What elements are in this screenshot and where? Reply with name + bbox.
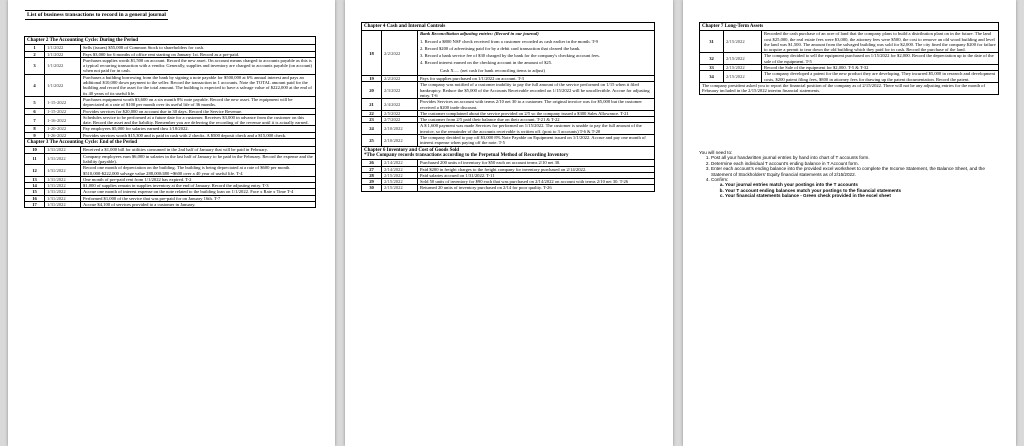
table-row: 13 1/31/2022 One month of pre-paid rent from 1/1/2022 has expired. T-2 bbox=[25, 176, 316, 182]
table-row: 21 2/4/2022 Provides Services on account with terms 2/10 net 30 to a customer. The original invoice was for $5,000 but the customer received a $200 trade discount. bbox=[362, 99, 655, 111]
table-row: 26 2/14/2022 Purchased 200 units of inventory for $50 each on account terms 2/10 net 30. bbox=[362, 160, 655, 166]
table-row: 8 1-20-2022 Pay employees $5,000 for salaries earned thru 1/18/2022. bbox=[25, 126, 316, 132]
table-row: 10 1/31/2022 Received a $1,000 bill for utilities consumed in the 2nd half of January that will be paid in February. bbox=[25, 147, 316, 153]
section-heading: Chapter 4 Cash and Internal Controls bbox=[362, 23, 655, 31]
table-row: 12 1/31/2022 Record one month of depreciation on the building. The building is being depreciated at a rate of $600 per month. $510,000-$222,000 salvage value 288,000/480 =$600 over a 40 year of useful life. T-4 bbox=[25, 165, 316, 177]
instructions-label: You will need to: bbox=[699, 150, 733, 155]
table-row: 14 1/31/2022 $1,000 of supplies remain in supplies inventory at the end of January. Record the adjusting entry. T-3 bbox=[25, 183, 316, 189]
table-row: 1 1/1/2022 Sells (issues) $55,000 of Common Stock to shareholders for cash. bbox=[25, 45, 316, 51]
table-row: 3 1/1/2022 Purchases supplies worth $1,500 on account. Record the new asset. On account means charged to accounts payable as this is a typical recurring transaction with a vendor. Generally, supplies and inventory are charged to accounts payable (on account) when not paid for in cash. bbox=[25, 57, 316, 74]
table-row: 7 1-16-2022 Schedules service to be performed at a future date for a customer. Receives $3,000 in advance from the customer on this date. Record the asset and the liability. Remember you are deferring the recording of the revenue until it is actually earned. bbox=[25, 114, 316, 126]
transactions-table-chapter-7 bbox=[699, 22, 999, 95]
table-row: 18 2/2/2022 Bank Reconciliation adjusting entries: (Record in our journal) 1. Record a $800 NSF check received from a customer recorded as cash earlier in the month. T-9 2. Record $200 of advertising paid for by a debit card transaction that cleared the bank. 3. Record a bank service fee of $30 charged by the bank for the company's checking account fees. 4. Record interest earned on the checking account in the amount of $25. Cash X..... (net cash for bank reconciling items to adjust) bbox=[362, 31, 655, 76]
bank-reconciliation-entries: Bank Reconciliation adjusting entries: (Record in our journal) 1. Record a $800 NSF check received from a customer recorded as cash earlier in the month. T-9 2. Record $200 of advertising paid for by a debit card transaction that cleared the bank. 3. Record a bank service fee of $30 charged by the bank for the company's checking account fees. 4. Record interest earned on the checking account in the amount of $25. Cash X..... (net cash for bank reconciling items to adjust) bbox=[418, 31, 655, 76]
table-row: 20 2/3/2022 The company was notified of a customer inability to pay the full amount of the service performed on 1/15 when it filed bankruptcy. Reduce the $5,000 of the Accounts Receivable recorded on 1/15/2022 will be uncollectible. Accrue for adjusting entry. T-6 bbox=[362, 82, 655, 99]
section-heading: Chapter 3 The Accounting Cycle: End of the Period bbox=[25, 139, 316, 147]
table-row: 4 1/1/2022 Purchases a building borrowing from the bank by signing a note payable for $500,000 at 6% annual interest and pays an additional $10,000 down payment to the seller. Record the transaction in 1 accounts. Note the TOTAL amount paid for the building and record the asset for the total amount. The building is expected to have a salvage value of $222,000 at the end of its 40 years of its useful life. bbox=[25, 74, 316, 96]
table-row: 6 1-15-2022 Provides services for $20,000 on account due in 30 days. Record the Service Revenue. bbox=[25, 108, 316, 114]
table-row: 29 2/15/2022 Sold 50 units of inventory for $90 each that was purchased on 2/14/2022 on account with terms 2/10 net 30. T-26 bbox=[362, 179, 655, 185]
section-heading: Chapter 7 Long-Term Assets bbox=[700, 23, 999, 31]
table-row: 24 2/10/2022 A $ 1,600 payment was made Services for performed on 1/15/2022. The customer is unable to pay the full amount of the invoice, so the remainder of the accounts receivable is written off. (post to 3 accounts) T-6 & T-20 bbox=[362, 123, 655, 135]
table-row: 19 2/2/2022 Pays for supplies purchased on 1/1/2022 on account. T-3 bbox=[362, 76, 655, 82]
table-row: 17 1/31/2022 Accrue $4,100 of services provided to a customer in January. bbox=[25, 202, 316, 208]
intro-note: The company president asked you to report the financial position of the company as of 2/15/2022. There will not be any adjusting entries for the month of February included in the 2/15/2022 interim financial statements. bbox=[700, 82, 999, 94]
document-page-1 bbox=[8, 0, 335, 446]
transactions-table-chapter-2-3 bbox=[24, 36, 316, 208]
list-item: 3. Enter each account's ending balance into the provided excel worksheet to complete the Income Statement, the Balance Sheet, and the Statement of Stockholders' Equity financial statements as of 2/15/2022. bbox=[711, 166, 1001, 177]
section-heading: Chapter 6 Inventory and Cost of Goods Sold *The Company records transactions according to the Perpetual Method of Recording Inventory bbox=[362, 146, 655, 160]
list-item: c. Your financial statements balance - Green check provided in the excel sheet bbox=[725, 193, 1001, 198]
table-row: 22 2/5/2022 The customer complained about the service provided on 2/5 so the company issued a $300 Sales Allowance. T-21 bbox=[362, 110, 655, 116]
table-row: 31 2/15/2022 Recorded the cash purchase of an acre of land that the company plans to build a distribution plant on in the future. The land cost $25,000, the real estate fees were $3,000, the attorney fees were $500, the cost to remove an old wood building and level the land was $1,500. The amount from the salvaged building was sold for $2,000. The city fined the company $200 for failure to acquire a permit to tear down the old building which they paid for in cash. Record the purchase of the land. bbox=[700, 31, 999, 53]
table-row: 2 1/1/2022 Pays $3,000 for 6 months of office rent starting on January 1st. Record as a pre-paid. bbox=[25, 51, 316, 57]
transactions-table-chapter-4-6 bbox=[361, 22, 655, 192]
table-row: 27 2/14/2022 Paid $200 in freight charges to the freight company for inventory purchased on 2/14/2022. bbox=[362, 166, 655, 172]
table-row: 30 2/15/2022 Returned 20 units of inventory purchased on 2/14 for poor quality. T-26 bbox=[362, 185, 655, 191]
list-item: 1. Post all your handwritten journal entries by hand into chart of T accounts form. bbox=[711, 155, 1001, 160]
page-title: List of business transactions to record in a general journal bbox=[27, 12, 166, 18]
table-row: 15 1/31/2022 Accrue one month of interest expense on the note related to the building loan on 1/1/2022. Face x Rate x Time T-4 bbox=[25, 189, 316, 195]
table-row: 9 1-26-2022 Provides services worth $15,300 and is paid in cash with 2 checks. A $500 deposit check and a $15,000 check. bbox=[25, 132, 316, 138]
section-heading: Chapter 2 The Accounting Cycle: During the Period bbox=[25, 37, 316, 45]
table-row: 34 2/15/2022 The company developed a patent for the new product they are developing. They incurred $5,000 in research and development costs, $200 patent filing fees, $800 in attorney fees for drawing up the patent documentation. Record the patent. bbox=[700, 71, 999, 83]
table-row: 5 1-15-2022 Purchases equipment worth $3,600 on a six month 8% note payable. Record the new asset. The equipment will be depreciated at a rate of $100 per month over its useful life of 36 months. bbox=[25, 96, 316, 108]
table-row: 25 2/10/2022 The company decided to pay off $3,000 8% Note Payable on Equipment issued on 1/1/2022. Accrue and pay one month of interest expense when paying off the note. T-5 bbox=[362, 135, 655, 147]
instructions bbox=[699, 150, 1001, 199]
document-page-2 bbox=[345, 0, 673, 446]
table-row: 11 1/31/2022 Company employees earn $6,000 in salaries in the last half of January to be paid in the February. Record the expense and the liability (payable). bbox=[25, 153, 316, 165]
list-item: 4. Confirm: a. Your journal entries match your postings into the T accounts b. Your T account ending balances match your postings to the financial statements c. Your financial statements balance - Green check provided in the excel sheet bbox=[711, 177, 1001, 199]
list-item: b. Your T account ending balances match your postings to the financial statements bbox=[725, 188, 1001, 193]
table-row: 28 2/15/2022 Paid salaries accrued on 1/31/2022. T-11 bbox=[362, 172, 655, 178]
table-row: 16 1/31/2022 Performed $1,000 of the service that was pre-paid for on January 16th. T-7 bbox=[25, 195, 316, 201]
table-row: 23 2/7/2022 The customer from 2/5 paid their balance due on their account. T-21 & T-22 bbox=[362, 117, 655, 123]
list-item: a. Your journal entries match your postings into the T accounts bbox=[725, 182, 1001, 187]
document-page-3 bbox=[683, 0, 1016, 446]
table-row: 32 2/15/2022 The company decided to sell the equipment purchased on 1/15/2022 for $2,000. Record the depreciation up to the date of the sale of the equipment. T-5 bbox=[700, 53, 999, 65]
list-item: 2. Determine each individual T account's ending balance in T Account form. bbox=[711, 161, 1001, 166]
table-row: 33 2/15/2022 Record the Sale of the equipment for $2,000. T-5 & T-32 bbox=[700, 65, 999, 71]
